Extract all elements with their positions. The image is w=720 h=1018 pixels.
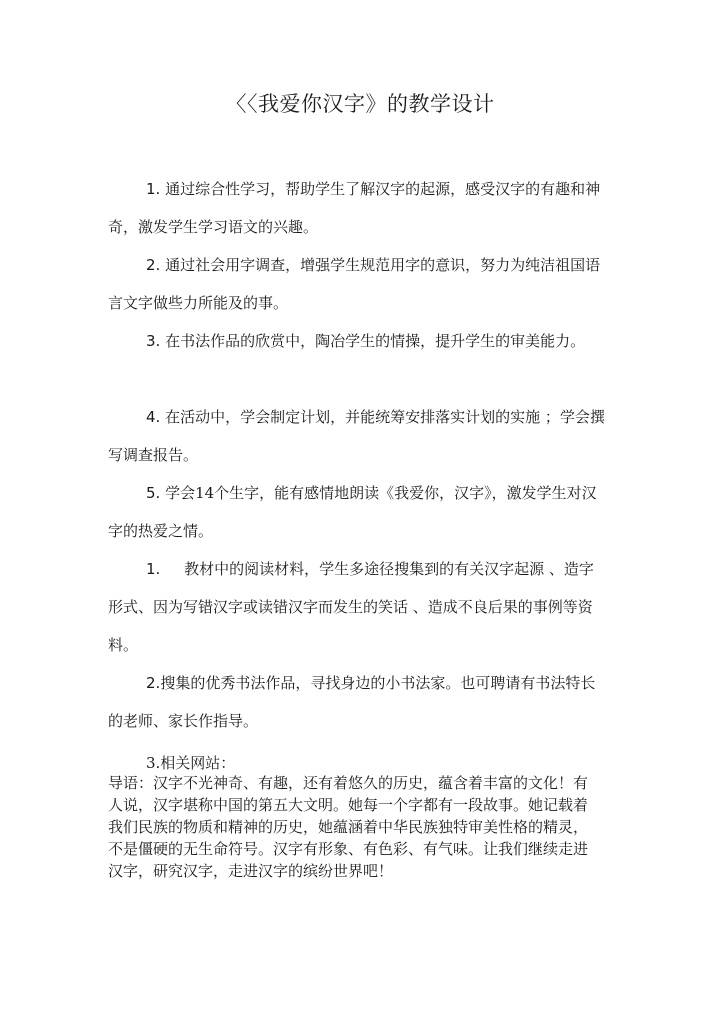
intro-paragraph: 导语：汉字不光神奇、有趣，还有着悠久的历史，蕴含着丰富的文化！有人说，汉字堪称中国的第五大文明。她每一个字都有一段故事。她记载着我们民族的物质和精神的历史，她蕴涵着中华民族独特审美性格的精灵，不是僵硬的无生命符号。汉字有形象、有色彩、有气味。让我们继续走进汉字，研究汉字，走进汉字的缤纷世界吧！ (108, 774, 589, 880)
paragraph-text: 搜集的优秀书法作品，寻找身边的小书法家。也可聘请有书法特长的老师、家长作指导。 (108, 674, 596, 730)
paragraph-number: 5. (146, 484, 161, 502)
paragraph-number: 2. (146, 674, 161, 692)
paragraph-text: 在书法作品的欣赏中，陶冶学生的情操，提升学生的审美能力。 (165, 332, 586, 350)
paragraph-text: 教材中的阅读材料，学生多途径搜集到的有关汉字起源 、造字形式、因为写错汉字或读错汉字而发生的笑话 、造成不良后果的事例等资料。 (108, 560, 594, 654)
resources-heading: 3.相关网站： (146, 754, 236, 772)
objective-paragraph-4 (108, 398, 608, 474)
paragraph-text: 学会14个生字，能有感情地朗读《我爱你，汉字》，激发学生对汉字的热爱之情。 (108, 484, 597, 540)
paragraph-text: 通过社会用字调查，增强学生规范用字的意识，努力为纯洁祖国语言文字做些力所能及的事。 (108, 256, 601, 312)
objective-paragraph-3 (108, 322, 608, 360)
document-title: 〈〈我爱你汉字》的教学设计 (225, 92, 495, 116)
objective-paragraph-1 (108, 170, 608, 246)
paragraph-number: 1. (146, 560, 161, 578)
paragraph-number: 3. (146, 332, 161, 350)
objective-paragraph-2 (108, 246, 608, 322)
paragraph-text: 在活动中，学会制定计划，并能统筹安排落实计划的实施 ；学会撰写调查报告。 (108, 408, 605, 464)
paragraph-number: 2. (146, 256, 161, 274)
paragraph-text: 通过综合性学习，帮助学生了解汉字的起源，感受汉字的有趣和神奇，激发学生学习语文的兴趣。 (108, 180, 601, 236)
paragraph-number: 1. (146, 180, 161, 198)
materials-paragraph-2 (108, 664, 608, 740)
objective-paragraph-5 (108, 474, 608, 550)
paragraph-number: 4. (146, 408, 161, 426)
materials-paragraph-1 (108, 550, 608, 664)
